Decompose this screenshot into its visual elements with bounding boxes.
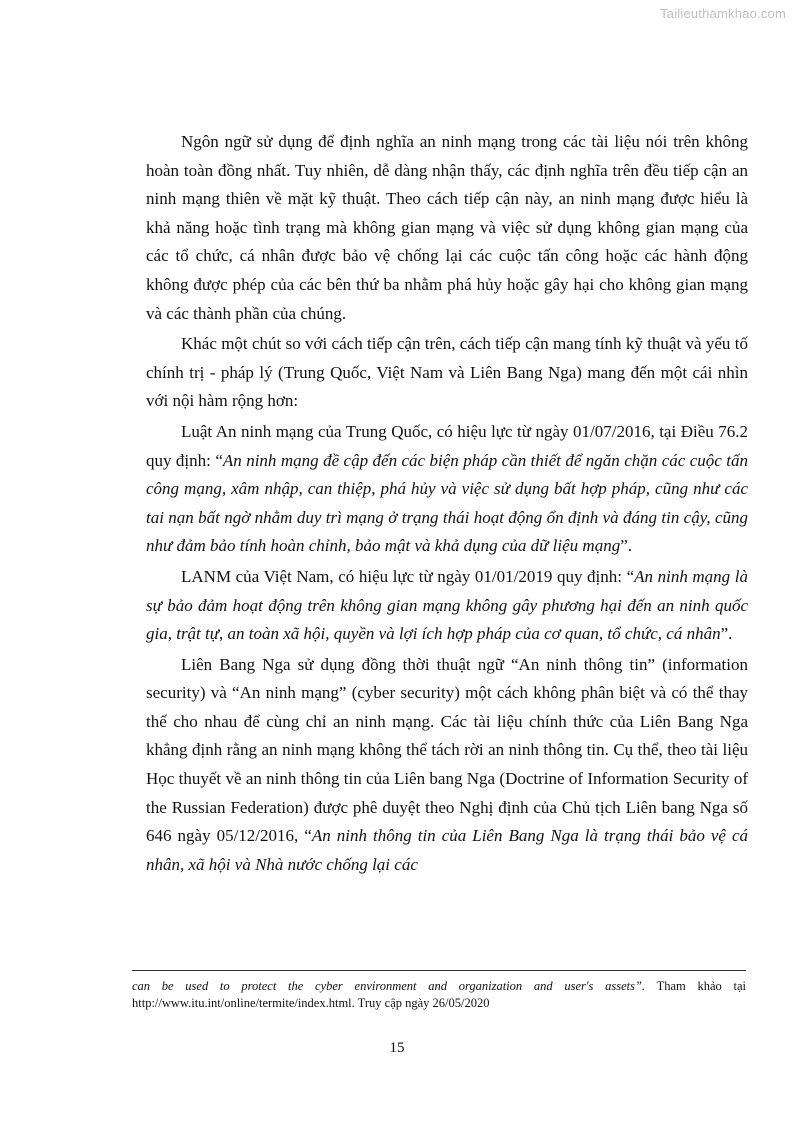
text-run: Ngôn ngữ sử dụng để định nghĩa an ninh mạng trong các tài liệu nói trên không hoàn toàn đồng nhất. Tuy nhiên, dễ dàng nhận thấy, các định nghĩa trên đều tiếp cận an ninh mạng thiên về mặt kỹ thuật. Theo cách tiếp cận này, an ninh mạng được hiểu là khả năng hoặc tình trạng mà không gian mạng và việc sử dụng không gian mạng của các tổ chức, cá nhân được bảo vệ chống lại các cuộc tấn công hoặc các hành động không được phép của các bên thứ ba nhằm phá hủy hoặc gây hại cho không gian mạng và các thành phần của chúng.: [146, 132, 748, 323]
footnote: [132, 978, 746, 1012]
document-body: [146, 128, 748, 879]
footnote-quote: can be used to protect the cyber environment and organization and user's assets”.: [132, 979, 646, 993]
text-run: Luật An ninh mạng của Trung Quốc, có hiệu lực từ ngày 01/07/2016, tại Điều 76.2 quy định: “: [146, 421, 748, 470]
paragraph-china-law: [146, 418, 748, 561]
quote-text: An ninh thông tin của Liên Bang Nga là trạng thái bảo vệ cá nhân, xã hội và Nhà nước chống lại các: [146, 826, 748, 874]
text-run: ”.: [620, 536, 632, 556]
footnote-divider: [132, 970, 746, 971]
watermark: Tailieuthamkhao.com: [660, 6, 786, 21]
page-number: 15: [389, 1040, 405, 1056]
text-run: ”.: [720, 624, 733, 644]
paragraph-1: [146, 128, 748, 328]
text-run: LANM của Việt Nam, có hiệu lực từ ngày 01/01/2019 quy định: “: [181, 566, 635, 586]
quote-text: An ninh mạng đề cập đến các biện pháp cần thiết để ngăn chặn các cuộc tấn công mạng, xâm nhập, can thiệp, phá hủy và việc sử dụng bất hợp pháp, cũng như các tai nạn bất ngờ nhằm duy trì mạng ở trạng thái hoạt động ổn định và đáng tin cậy, cũng như đảm bảo tính hoàn chỉnh, bảo mật và khả dụng của dữ liệu mạng: [146, 450, 748, 556]
text-run: Liên Bang Nga sử dụng đồng thời thuật ngữ “An ninh thông tin” (information security) và “An ninh mạng” (cyber security) một cách không phân biệt và có thể thay thế cho nhau để cùng chỉ an ninh mạng. Các tài liệu chính thức của Liên Bang Nga khẳng định rằng an ninh mạng không thể tách rời an ninh thông tin. Cụ thể, theo tài liệu Học thuyết về an ninh thông tin của Liên bang Nga (Doctrine of Information Security of the Russian Federation) được phê duyệt theo Nghị định của Chủ tịch Liên bang Nga số 646 ngày 05/12/2016, “: [146, 654, 748, 846]
paragraph-2: [146, 330, 748, 416]
footnote-reference: Tham khảo tại http://www.itu.int/online/termite/index.html. Truy cập ngày 26/05/2020: [132, 979, 746, 1010]
quote-text: An ninh mạng là sự bảo đảm hoạt động trên không gian mạng không gây phương hại đến an ninh quốc gia, trật tự, an toàn xã hội, quyền và lợi ích hợp pháp của cơ quan, tổ chức, cá nhân: [146, 566, 748, 644]
paragraph-vietnam-law: [146, 563, 748, 649]
text-run: Khác một chút so với cách tiếp cận trên, cách tiếp cận mang tính kỹ thuật và yếu tố chính trị - pháp lý (Trung Quốc, Việt Nam và Liên Bang Nga) mang đến một cái nhìn với nội hàm rộng hơn:: [146, 334, 748, 411]
paragraph-russia: [146, 651, 748, 880]
